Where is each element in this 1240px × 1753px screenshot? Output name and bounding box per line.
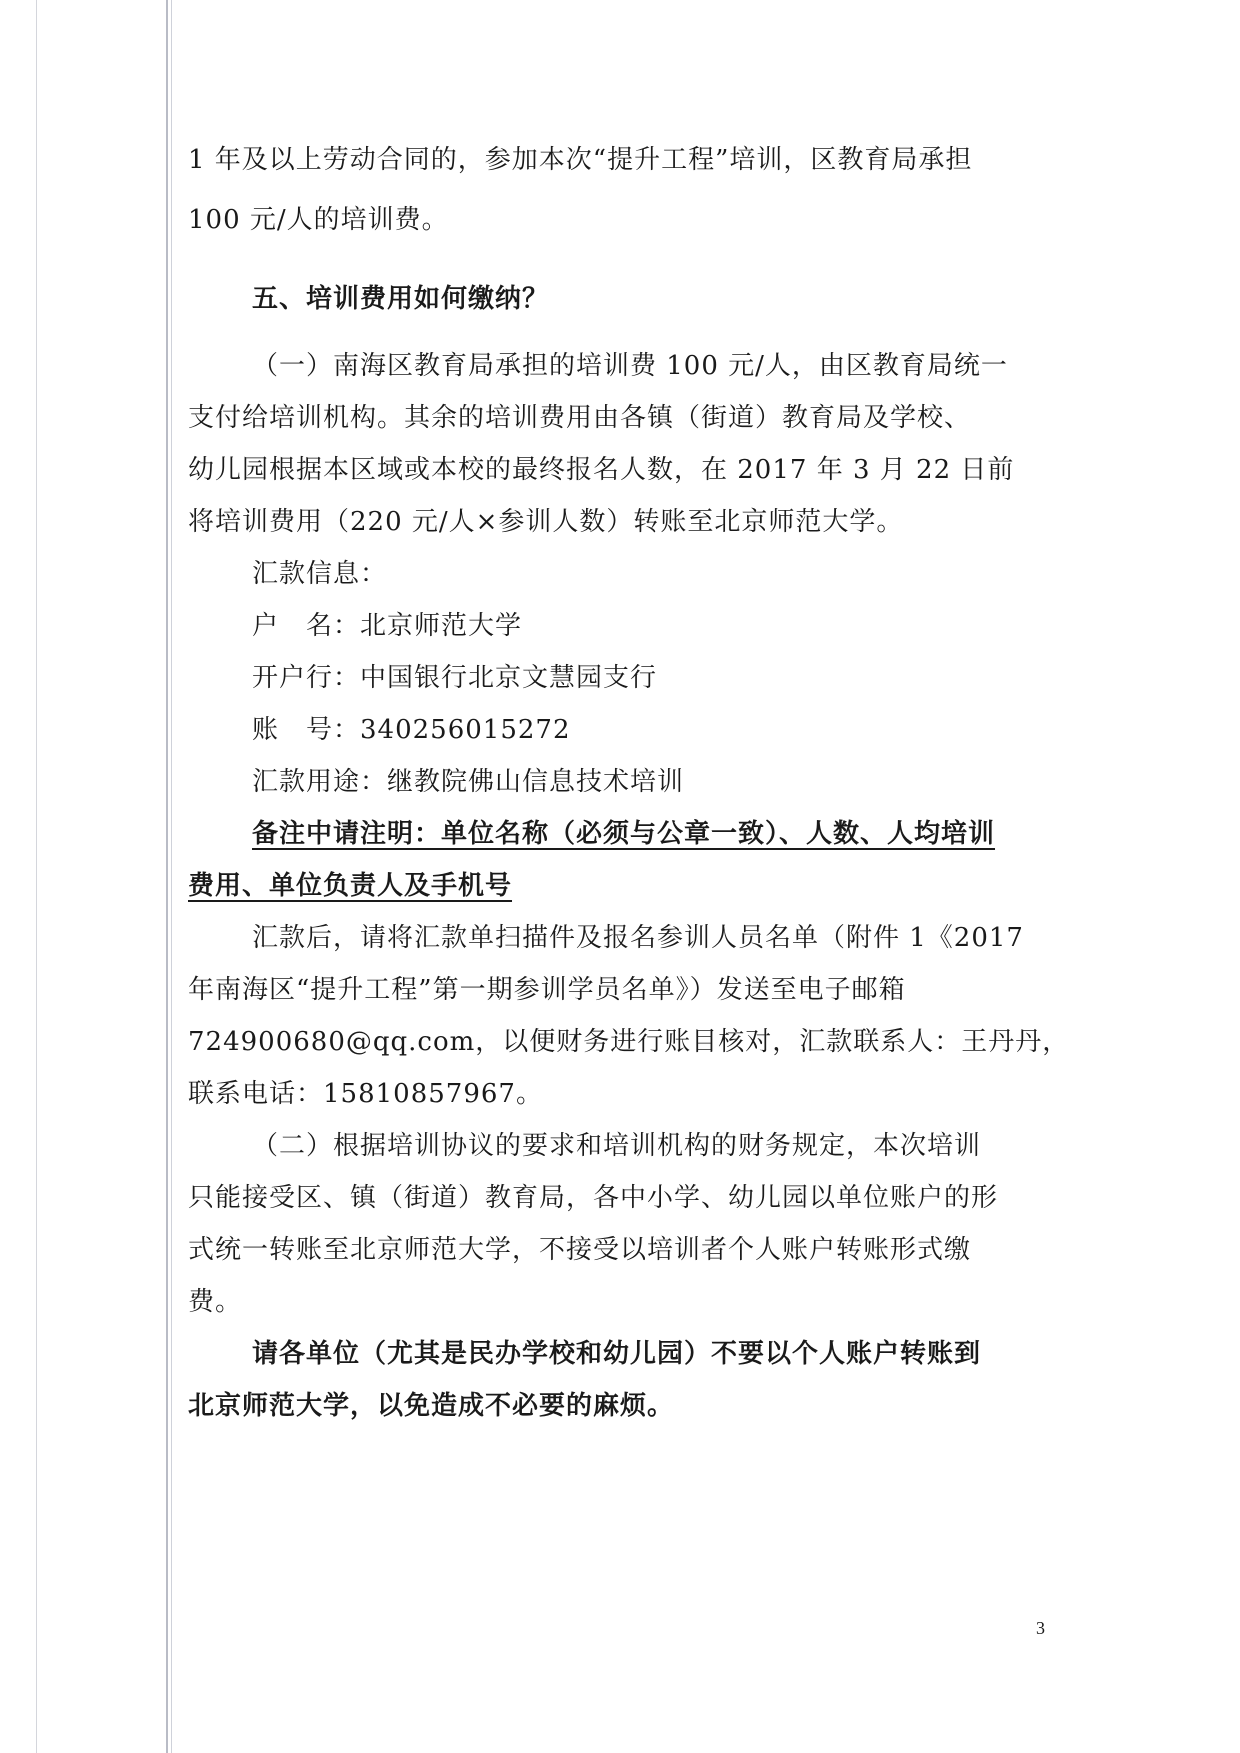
contact-phone-line: 联系电话：15810857967。 xyxy=(188,1079,543,1109)
warning-note: 北京师范大学，以免造成不必要的麻烦。 xyxy=(188,1391,675,1421)
body-text-line: （一）南海区教育局承担的培训费 100 元/人，由区教育局统一 xyxy=(252,351,1008,381)
body-text-line: 幼儿园根据本区域或本校的最终报名人数，在 2017 年 3 月 22 日前 xyxy=(188,455,1015,485)
contact-email-line: 724900680@qq.com，以便财务进行账目核对，汇款联系人：王丹丹， xyxy=(188,1027,1070,1057)
body-text-line: 年南海区“提升工程”第一期参训学员名单》）发送至电子邮箱 xyxy=(188,975,906,1005)
warning-note: 请各单位（尤其是民办学校和幼儿园）不要以个人账户转账到 xyxy=(252,1339,982,1369)
body-text-line: 支付给培训机构。其余的培训费用由各镇（街道）教育局及学校、 xyxy=(188,403,972,433)
account-number: 账 号：340256015272 xyxy=(252,715,571,745)
remittance-purpose: 汇款用途：继教院佛山信息技术培训 xyxy=(252,767,685,797)
body-text-line: 只能接受区、镇（街道）教育局，各中小学、幼儿园以单位账户的形 xyxy=(188,1183,999,1213)
remittance-info-label: 汇款信息： xyxy=(252,559,388,589)
remark-note: 备注中请注明：单位名称（必须与公章一致）、人数、人均培训 xyxy=(252,819,996,849)
remark-note: 费用、单位负责人及手机号 xyxy=(188,871,513,901)
body-text-line: 式统一转账至北京师范大学，不接受以培训者个人账户转账形式缴 xyxy=(188,1235,972,1265)
section-heading: 五、培训费用如何缴纳？ xyxy=(252,284,550,314)
bank-name: 开户行：中国银行北京文慧园支行 xyxy=(252,663,658,693)
body-text-line: 汇款后，请将汇款单扫描件及报名参训人员名单（附件 1《2017 xyxy=(252,923,1024,953)
scanner-artifact-line xyxy=(36,0,37,1753)
body-text-line: （二）根据培训协议的要求和培训机构的财务规定，本次培训 xyxy=(252,1131,982,1161)
body-text-line: 1 年及以上劳动合同的，参加本次“提升工程”培训，区教育局承担 xyxy=(188,145,973,175)
body-text-line: 将培训费用（220 元/人×参训人数）转账至北京师范大学。 xyxy=(188,507,904,537)
page-number: 3 xyxy=(1036,1618,1045,1638)
body-text-line: 100 元/人的培训费。 xyxy=(188,205,449,235)
body-text-line: 费。 xyxy=(188,1287,243,1317)
account-name: 户 名：北京师范大学 xyxy=(252,611,523,641)
scanner-artifact-line xyxy=(171,0,172,1753)
scanner-artifact-line xyxy=(166,0,168,1753)
